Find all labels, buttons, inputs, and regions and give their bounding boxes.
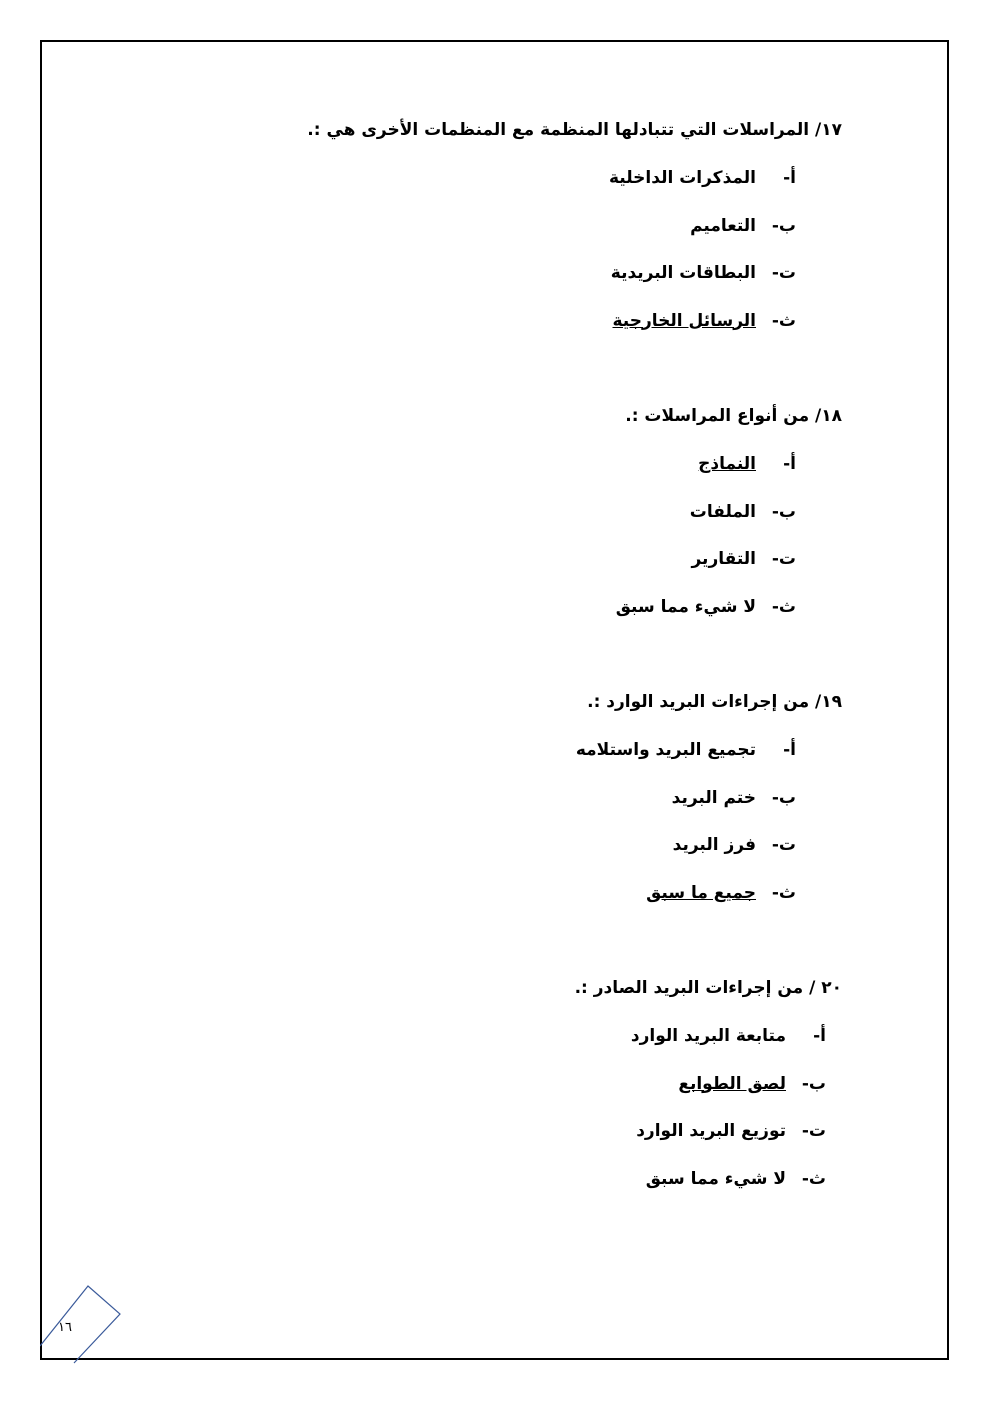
option-text: توزيع البريد الوارد — [636, 1121, 786, 1141]
option-text-correct: النماذج — [698, 454, 756, 474]
question-17-options — [609, 168, 796, 358]
option-letter: أ- — [783, 168, 796, 188]
option-17-b[interactable] — [609, 216, 796, 264]
option-19-b[interactable] — [576, 788, 796, 836]
option-letter: ت- — [801, 1121, 826, 1141]
option-letter: أ- — [783, 740, 796, 760]
option-17-d[interactable] — [609, 311, 796, 359]
question-17-title: ١٧/ المراسلات التي تتبادلها المنظمة مع المنظمات الأخرى هي :. — [307, 120, 842, 140]
option-text-correct: جميع ما سبق — [646, 882, 756, 903]
option-letter: ب- — [771, 787, 796, 808]
option-letter: ث- — [771, 882, 796, 903]
question-20-title: ٢٠ / من إجراءات البريد الصادر :. — [574, 978, 842, 998]
option-17-a[interactable] — [609, 168, 796, 216]
option-19-d[interactable] — [576, 883, 796, 931]
option-text: التعاميم — [690, 215, 756, 236]
option-letter: ت- — [771, 549, 796, 569]
question-20-options — [631, 1026, 826, 1216]
option-letter: ت- — [771, 263, 796, 283]
option-20-a[interactable] — [631, 1026, 826, 1074]
option-text-correct: لصق الطوابع — [678, 1073, 786, 1094]
option-letter: ب- — [801, 1073, 826, 1094]
option-letter: ث- — [771, 310, 796, 331]
option-18-a[interactable] — [616, 454, 796, 502]
option-letter: أ- — [783, 454, 796, 474]
option-text-correct: الرسائل الخارجية — [612, 310, 756, 331]
question-18-title: ١٨/ من أنواع المراسلات :. — [625, 406, 842, 426]
option-20-d[interactable] — [631, 1169, 826, 1217]
option-17-c[interactable] — [609, 263, 796, 311]
option-letter: ث- — [801, 1168, 826, 1189]
question-19-options — [576, 740, 796, 930]
option-text: ختم البريد — [671, 787, 756, 808]
option-18-c[interactable] — [616, 549, 796, 597]
option-text: المذكرات الداخلية — [608, 168, 756, 188]
option-18-b[interactable] — [616, 502, 796, 550]
option-text: لا شيء مما سبق — [645, 1168, 786, 1189]
option-letter: ب- — [771, 501, 796, 522]
option-20-c[interactable] — [631, 1121, 826, 1169]
option-letter: ث- — [771, 596, 796, 617]
option-18-d[interactable] — [616, 597, 796, 645]
option-text: فرز البريد — [672, 835, 756, 855]
option-20-b[interactable] — [631, 1074, 826, 1122]
option-letter: ت- — [771, 835, 796, 855]
option-19-c[interactable] — [576, 835, 796, 883]
option-letter: ب- — [771, 215, 796, 236]
option-19-a[interactable] — [576, 740, 796, 788]
option-text: الملفات — [689, 501, 756, 522]
option-letter: أ- — [813, 1026, 826, 1046]
option-text: تجميع البريد واستلامه — [575, 740, 756, 760]
question-19-title: ١٩/ من إجراءات البريد الوارد :. — [587, 692, 842, 712]
option-text: البطاقات البريدية — [610, 263, 756, 283]
page-number: ١٦ — [58, 1320, 72, 1335]
option-text: لا شيء مما سبق — [615, 596, 756, 617]
page-number-badge — [40, 1284, 122, 1364]
question-18-options — [616, 454, 796, 644]
option-text: متابعة البريد الوارد — [630, 1026, 786, 1046]
option-text: التقارير — [691, 549, 756, 569]
